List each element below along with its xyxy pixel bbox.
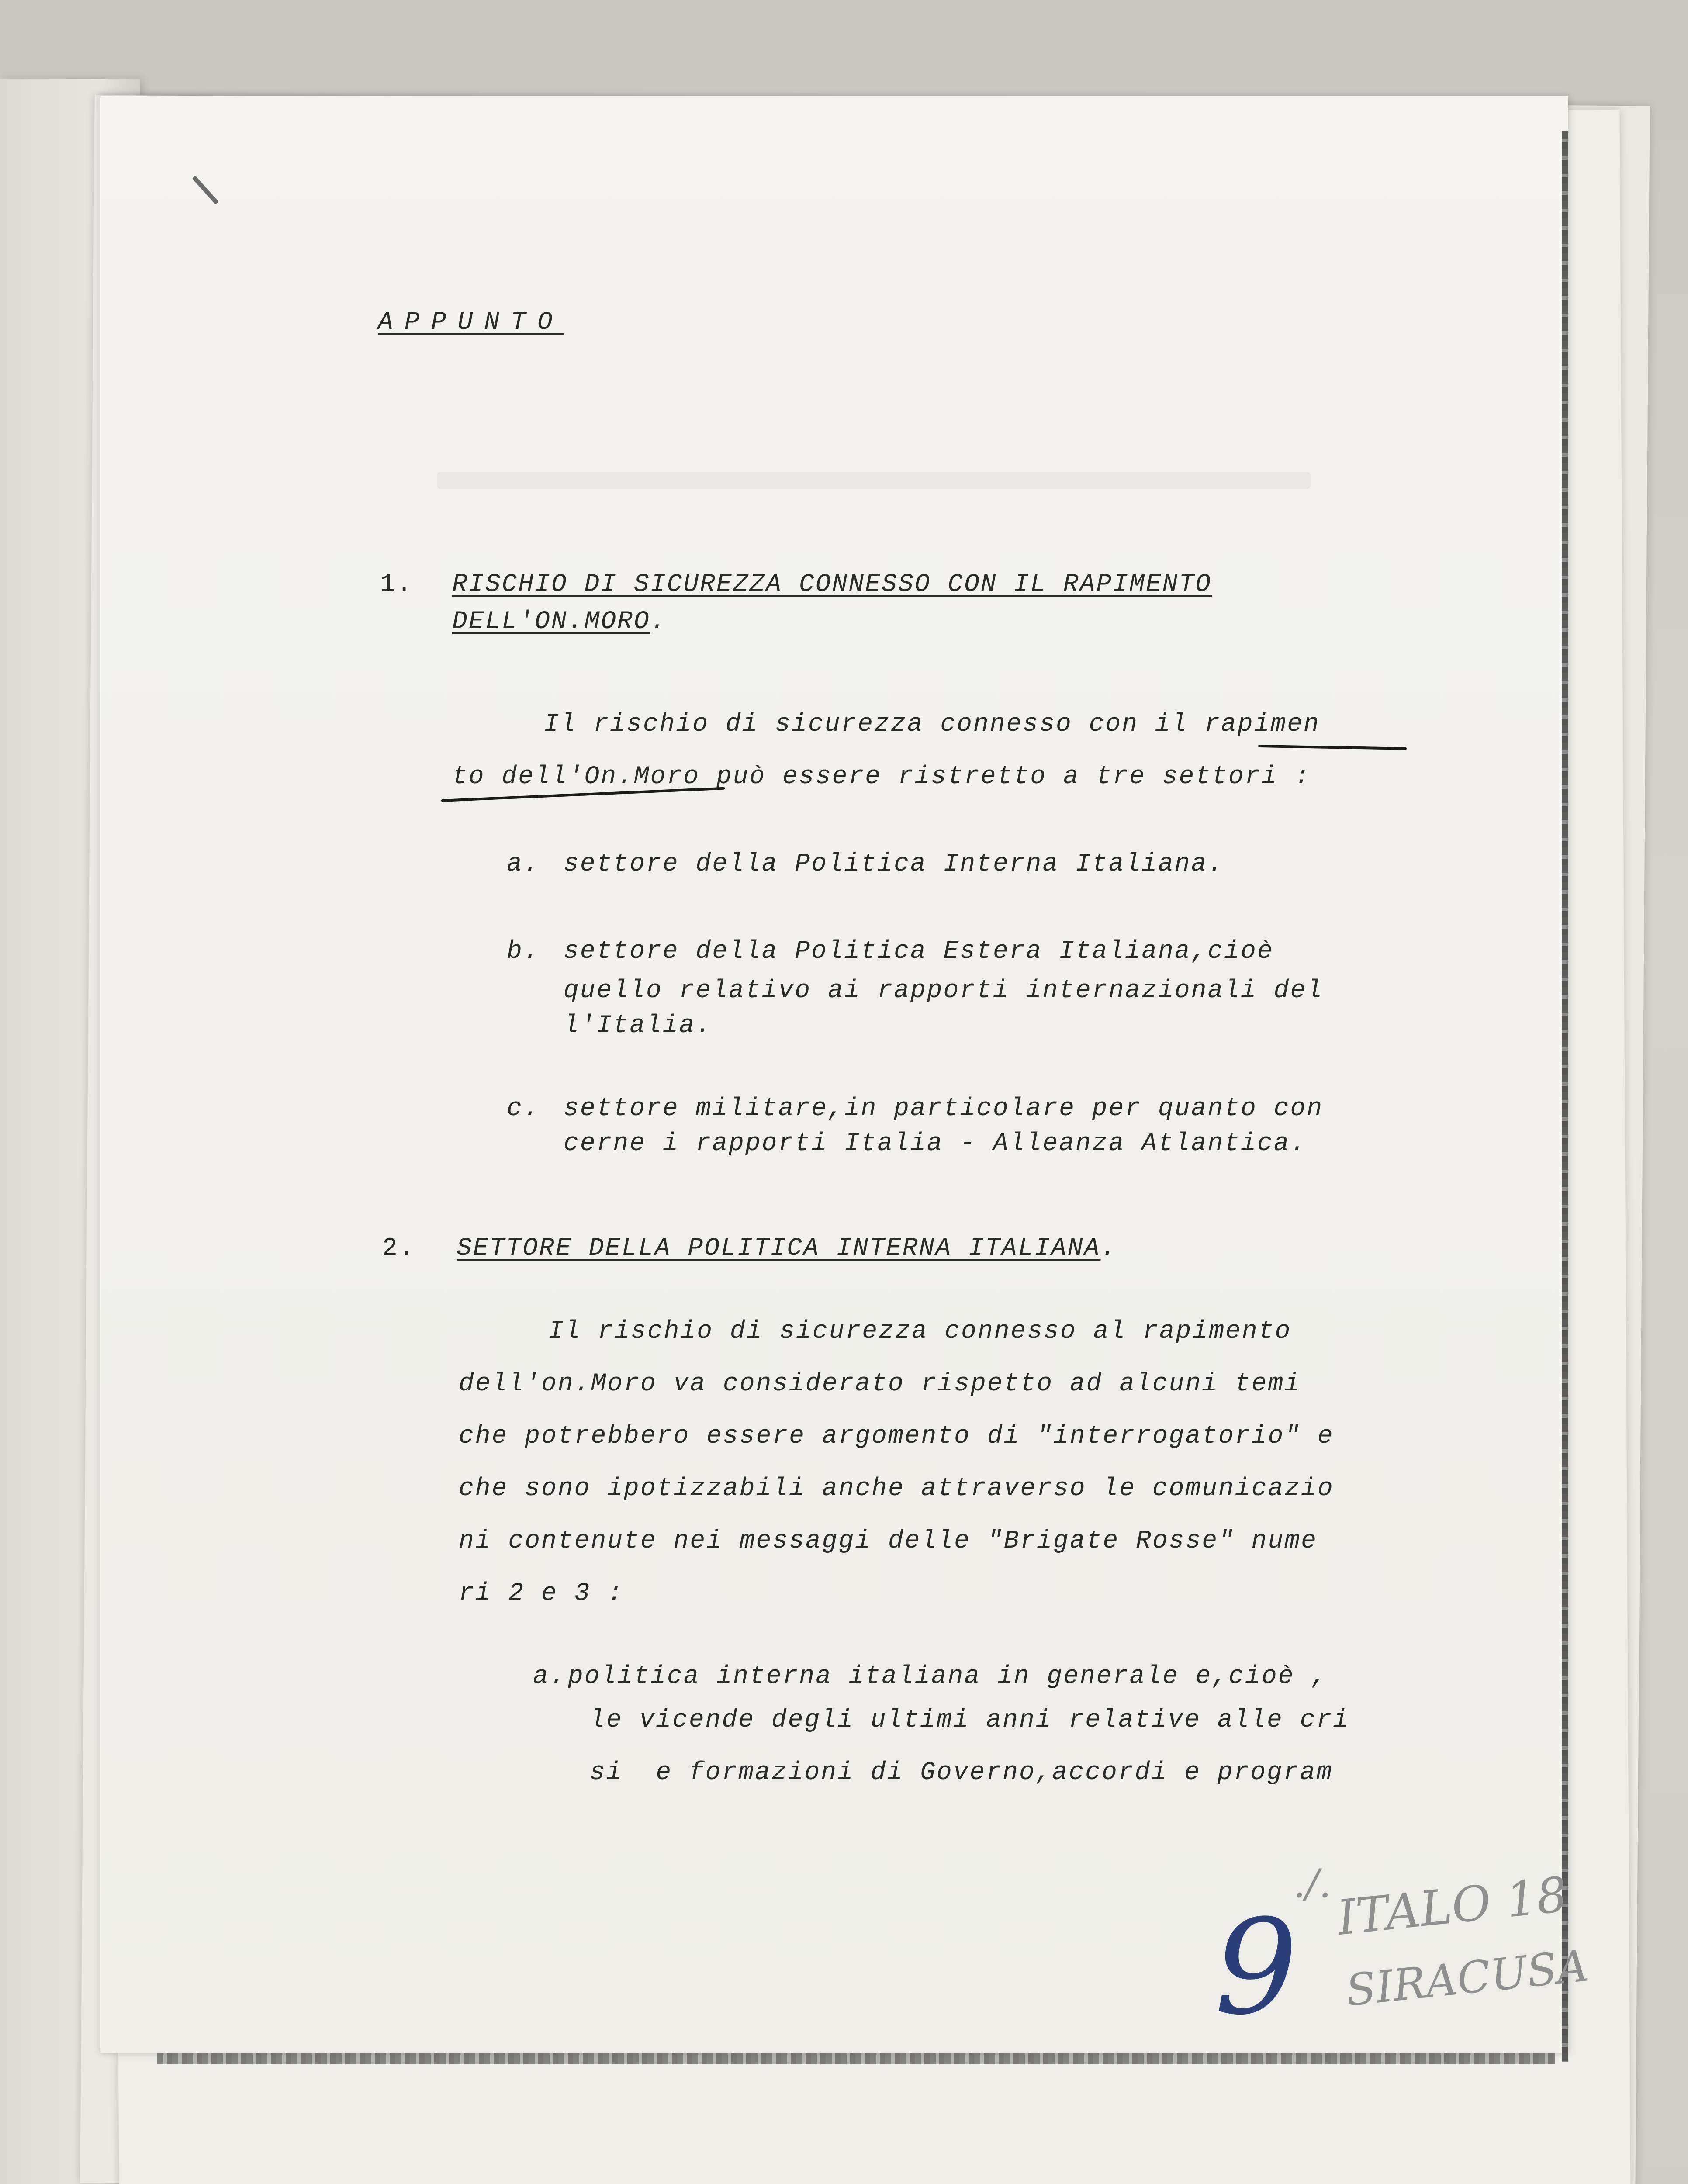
list-item-text: cerne i rapporti Italia - Alleanza Atlantica. [564, 1130, 1307, 1158]
paragraph-line: che sono ipotizzabili anche attraverso le comunicazio [459, 1475, 1334, 1503]
list-item-letter: a. [533, 1662, 566, 1691]
paragraph-line: Il rischio di sicurezza connesso al rapimento [548, 1317, 1292, 1346]
section-heading-part: DELL'ON.MORO [452, 608, 650, 636]
paragraph-line: Il rischio di sicurezza connesso con il rapimen [544, 710, 1320, 739]
list-item-letter: b. [507, 937, 540, 966]
page-edge-shadow [1562, 131, 1568, 2062]
section-heading-period: . [650, 608, 667, 636]
paragraph-line: che potrebbero essere argomento di "interrogatorio" e [459, 1422, 1334, 1451]
section-heading [457, 1236, 1117, 1261]
section-number: 2. [382, 1234, 415, 1263]
handwritten-mark: ./. [1293, 1861, 1332, 1907]
paragraph-line: ni contenute nei messaggi delle "Brigate Rosse" nume [459, 1527, 1318, 1555]
paragraph-line: to dell'On.Moro può essere ristretto a tre settori : [452, 763, 1311, 791]
list-item-text: si e formazioni di Governo,accordi e program [590, 1759, 1333, 1787]
handwritten-annotation: ITALO 18 [1334, 1866, 1570, 1946]
document-title: APPUNTO [378, 308, 564, 337]
list-item-text: l'Italia. [564, 1012, 713, 1040]
list-item-text: quello relativo ai rapporti internazionali del [564, 977, 1324, 1005]
section-heading [452, 609, 667, 635]
page-edge-shadow [157, 2053, 1555, 2064]
list-item-text: le vicende degli ultimi anni relative alle cri [590, 1706, 1350, 1735]
section-heading-part: SETTORE DELLA POLITICA INTERNA ITALIANA [457, 1234, 1101, 1263]
section-heading-period: . [1100, 1234, 1117, 1263]
handwritten-annotation: SIRACUSA [1343, 1940, 1591, 2016]
list-item-letter: c. [507, 1095, 540, 1123]
section-number: 1. [380, 570, 413, 599]
section-heading: RISCHIO DI SICUREZZA CONNESSO CON IL RAPIMENTO [452, 570, 1212, 599]
list-item-text: settore militare,in particolare per quanto con [564, 1095, 1324, 1123]
paragraph-line: ri 2 e 3 : [459, 1579, 624, 1608]
handwritten-page-number: 9 [1214, 1891, 1298, 2044]
list-item-text: politica interna italiana in generale e,cioè , [568, 1662, 1328, 1691]
list-item-text: settore della Politica Estera Italiana,cioè [564, 937, 1274, 966]
bleed-through-text [437, 472, 1311, 489]
list-item-letter: a. [507, 850, 540, 878]
paragraph-line: dell'on.Moro va considerato rispetto ad alcuni temi [459, 1370, 1301, 1398]
list-item-text: settore della Politica Interna Italiana. [564, 850, 1224, 878]
